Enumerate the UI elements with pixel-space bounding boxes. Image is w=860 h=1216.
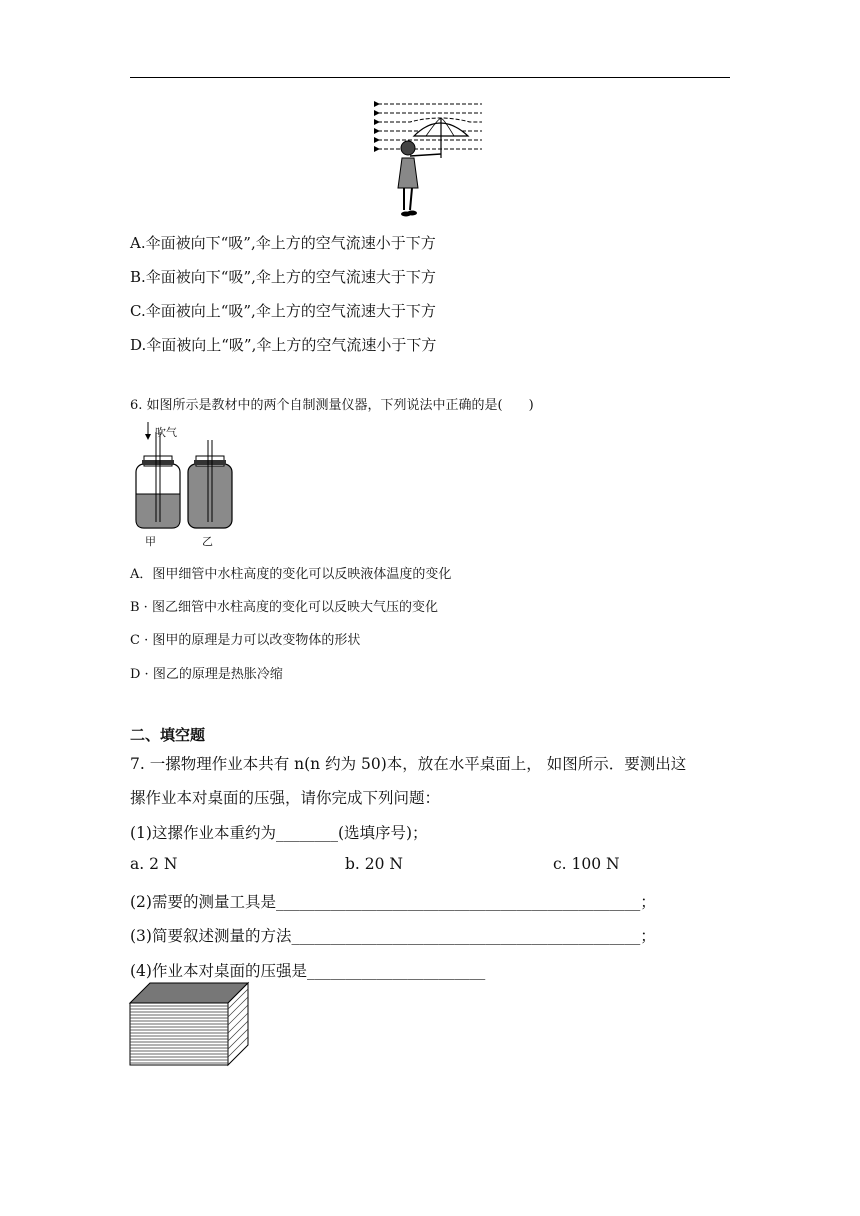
q7-sub4: (4)作业本对桌面的压强是_______________________ (130, 962, 486, 980)
q6-jars-figure (126, 420, 246, 548)
q6-option-d: D · 图乙的原理是热胀冷缩 (130, 667, 283, 682)
q7-choice-c: c. 100 N (553, 855, 620, 873)
umbrella-wind-figure (370, 96, 490, 224)
q7-stem-line1: 7. 一摞物理作业本共有 n(n 约为 50)本，放在水平桌面上， 如图所示．要测出这 (130, 755, 687, 773)
notebook-stack-figure (130, 983, 250, 1067)
q6-stem: 6. 如图所示是教材中的两个自制测量仪器，下列说法中正确的是( ) (130, 398, 534, 413)
header-rule (130, 77, 730, 78)
q6-option-a: A．图甲细管中水柱高度的变化可以反映液体温度的变化 (130, 567, 452, 582)
q6-option-c: C · 图甲的原理是力可以改变物体的形状 (130, 633, 361, 648)
q7-sub2: (2)需要的测量工具是_______________________________________________； (130, 893, 656, 911)
option-c: C.伞面被向上“吸”,伞上方的空气流速大于下方 (130, 302, 436, 320)
q7-sub1: (1)这摞作业本重约为________(选填序号)； (130, 824, 428, 842)
jar-b-label: 乙 (202, 535, 213, 548)
q7-choice-a: a. 2 N (130, 855, 178, 873)
q7-stem-line2: 摞作业本对桌面的压强，请你完成下列问题： (130, 789, 441, 807)
blow-label: 吹气 (155, 426, 177, 439)
option-d: D.伞面被向上“吸”,伞上方的空气流速小于下方 (130, 336, 437, 354)
q7-sub3: (3)简要叙述测量的方法_____________________________________________； (130, 927, 656, 945)
option-b: B.伞面被向下“吸”,伞上方的空气流速大于下方 (130, 268, 436, 286)
section-heading: 二、填空题 (130, 726, 206, 744)
q6-option-b: B · 图乙细管中水柱高度的变化可以反映大气压的变化 (130, 600, 438, 615)
jar-a-label: 甲 (145, 535, 156, 548)
q7-choice-b: b. 20 N (345, 855, 403, 873)
option-a: A.伞面被向下“吸”,伞上方的空气流速小于下方 (130, 234, 436, 252)
